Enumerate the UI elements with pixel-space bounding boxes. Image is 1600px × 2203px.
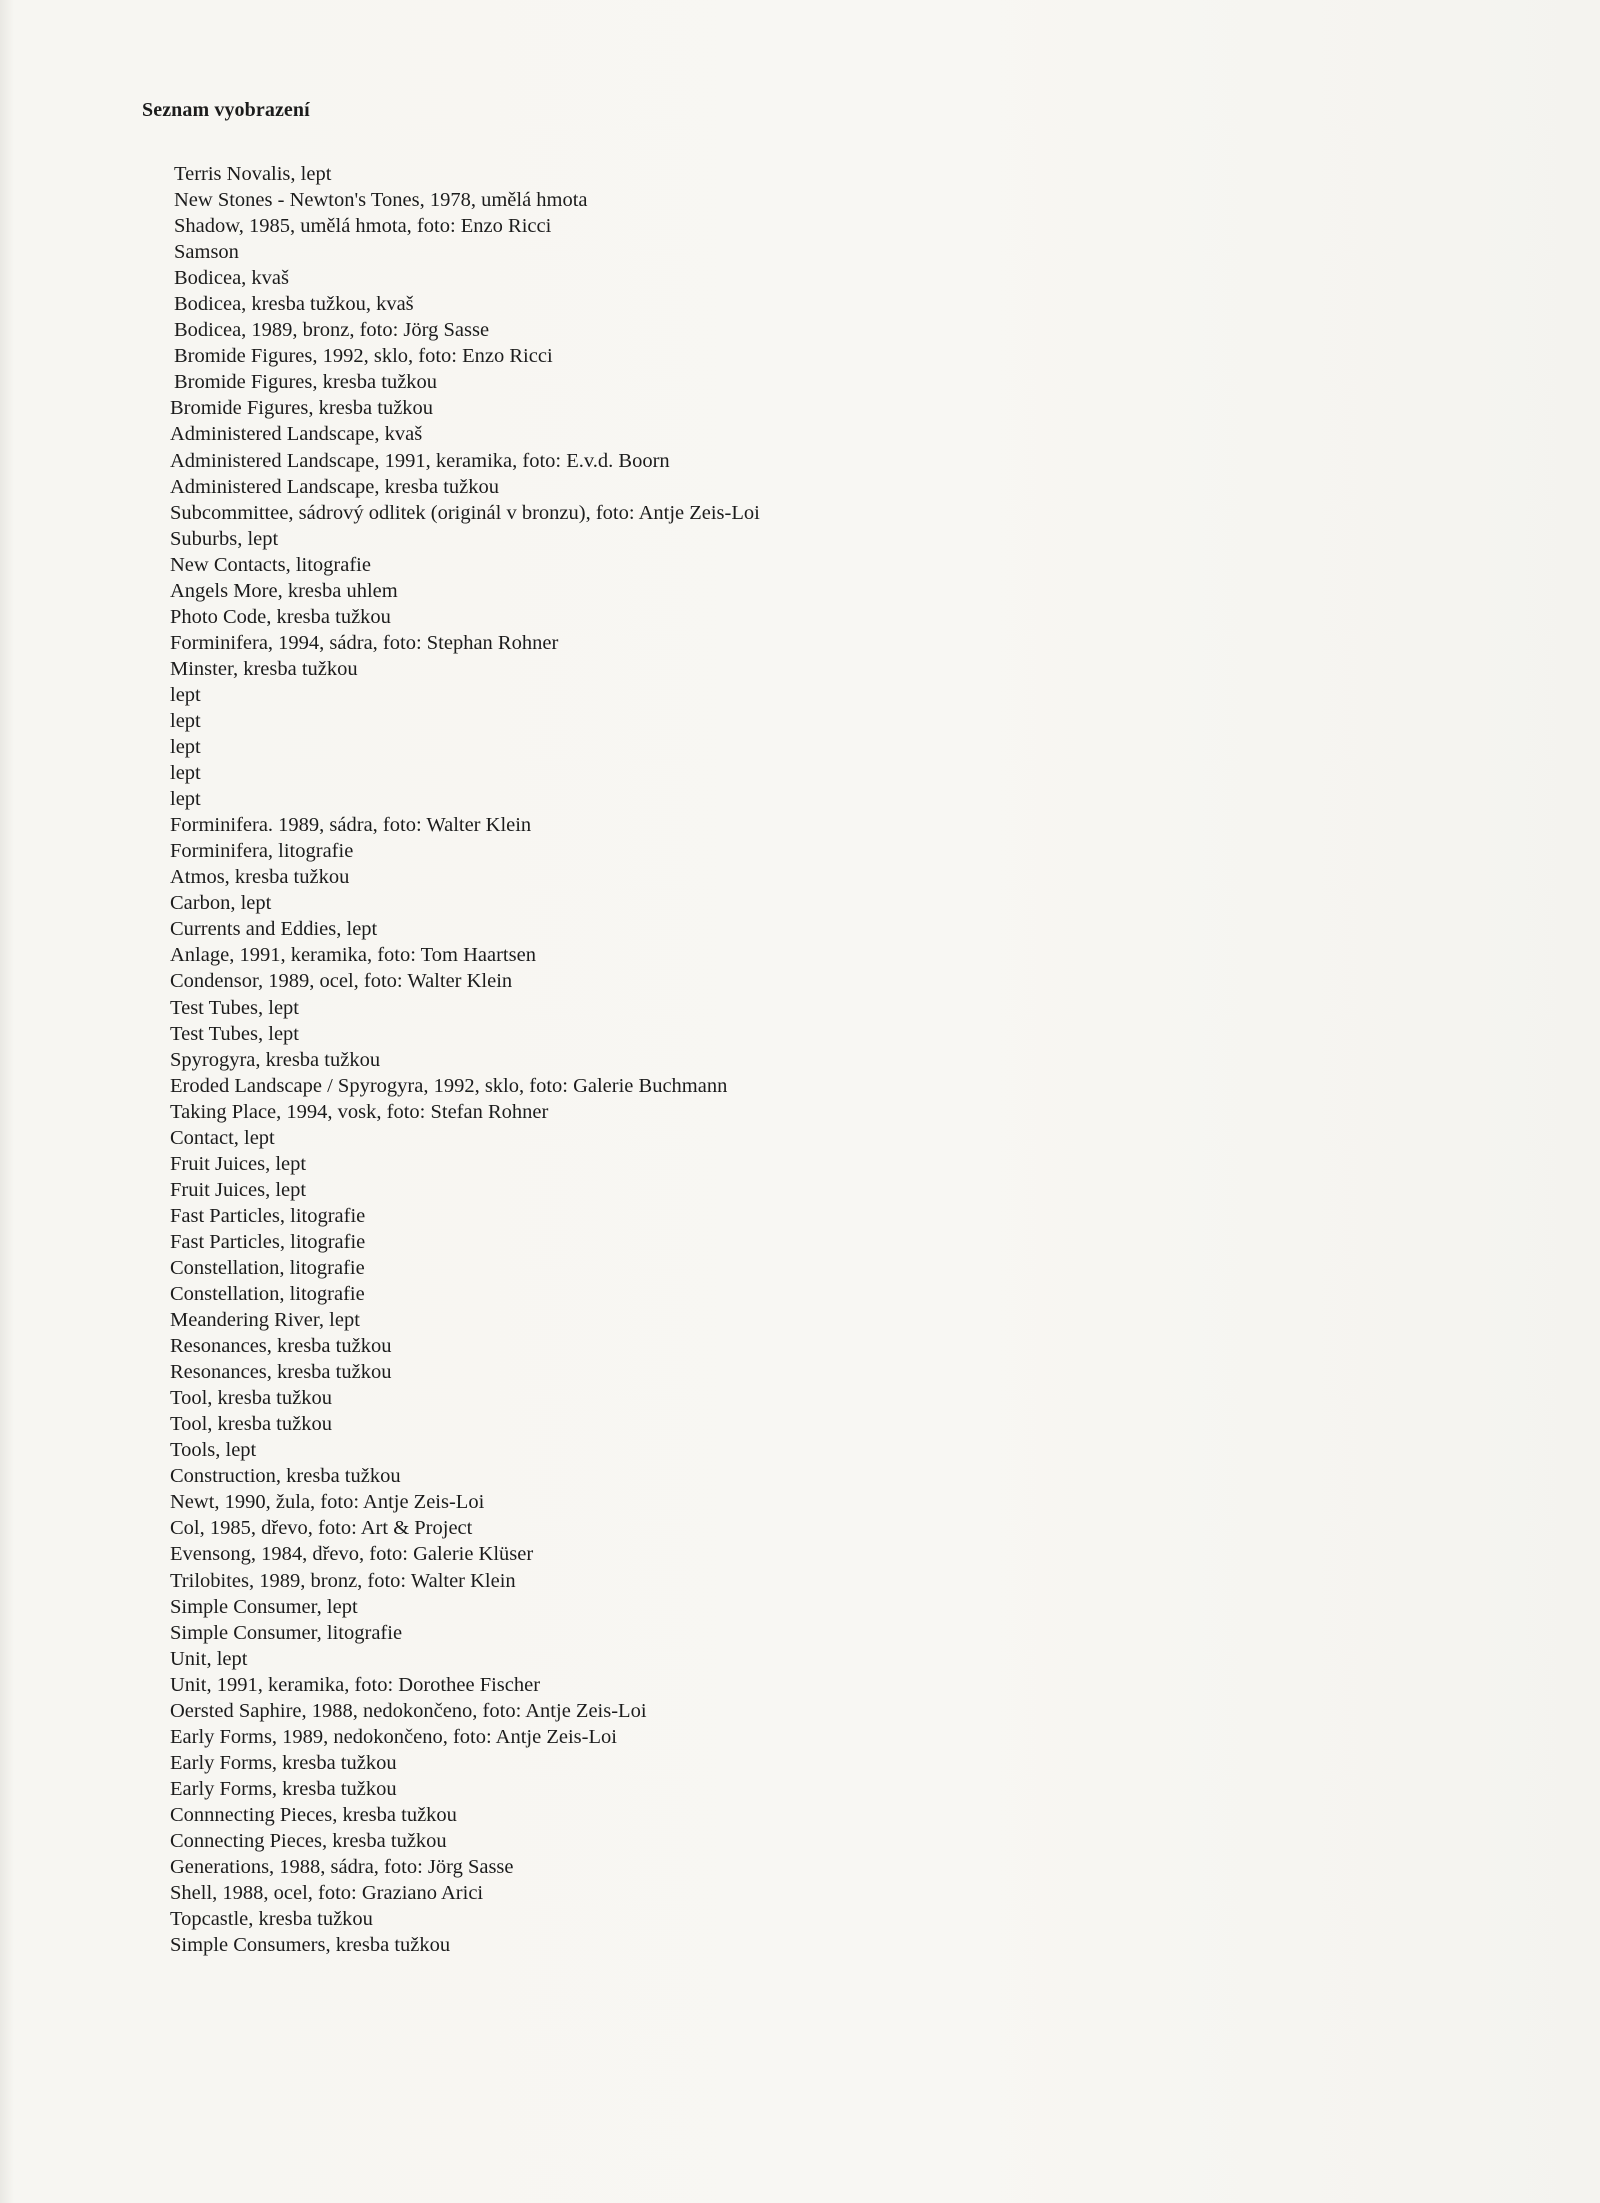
item-caption: Fruit Juices, lept (170, 1152, 307, 1175)
item-caption: Contact, lept (170, 1126, 275, 1149)
item-caption: Shell, 1988, ocel, foto: Graziano Arici (170, 1882, 484, 1905)
item-caption: Tools, lept (170, 1439, 257, 1462)
item-caption: Administered Landscape, kvaš (170, 423, 423, 446)
item-caption: Resonances, kresba tužkou (170, 1361, 392, 1384)
item-caption: Evensong, 1984, dřevo, foto: Galerie Klüser (170, 1543, 534, 1566)
item-caption: Constellation, litografie (170, 1283, 365, 1306)
item-caption: Col, 1985, dřevo, foto: Art & Project (170, 1517, 473, 1540)
item-caption: Fruit Juices, lept (170, 1178, 307, 1201)
item-caption: Spyrogyra, kresba tužkou (170, 1048, 381, 1071)
item-caption: Construction, kresba tužkou (170, 1465, 401, 1488)
item-caption: Simple Consumer, lept (170, 1595, 358, 1618)
page-title: Seznam vyobrazení (142, 99, 310, 121)
item-caption: Unit, 1991, keramika, foto: Dorothee Fischer (170, 1673, 541, 1696)
item-caption: Meandering River, lept (170, 1309, 360, 1332)
item-caption: Atmos, kresba tužkou (170, 866, 350, 889)
item-caption: Samson (174, 241, 239, 264)
item-caption: Newt, 1990, žula, foto: Antje Zeis-Loi (170, 1491, 485, 1514)
item-caption: Tool, kresba tužkou (170, 1387, 332, 1410)
item-caption: Test Tubes, lept (170, 996, 299, 1019)
item-caption: Eroded Landscape / Spyrogyra, 1992, sklo, foto: Galerie Buchmann (170, 1074, 728, 1097)
item-caption: Bodicea, kresba tužkou, kvaš (174, 293, 414, 316)
item-caption: Carbon, lept (170, 892, 272, 915)
item-caption: Early Forms, kresba tužkou (170, 1751, 397, 1774)
item-caption: Bromide Figures, kresba tužkou (174, 371, 438, 394)
item-caption: Currents and Eddies, lept (170, 918, 378, 941)
item-caption: lept (170, 709, 201, 732)
item-caption: Early Forms, kresba tužkou (170, 1777, 397, 1800)
item-caption: Suburbs, lept (170, 527, 279, 550)
item-caption: Test Tubes, lept (170, 1022, 299, 1045)
item-caption: lept (170, 788, 201, 811)
item-caption: Generations, 1988, sádra, foto: Jörg Sasse (170, 1856, 514, 1879)
item-caption: Tool, kresba tužkou (170, 1413, 332, 1436)
item-caption: Constellation, litografie (170, 1256, 365, 1279)
item-caption: Trilobites, 1989, bronz, foto: Walter Klein (170, 1569, 516, 1592)
item-caption: Unit, lept (170, 1647, 248, 1670)
item-caption: Minster, kresba tužkou (170, 657, 358, 680)
item-caption: New Contacts, litografie (170, 553, 371, 576)
item-caption: Bromide Figures, 1992, sklo, foto: Enzo Ricci (174, 345, 553, 368)
item-caption: Forminifera. 1989, sádra, foto: Walter Klein (170, 814, 532, 837)
item-caption: Bodicea, kvaš (174, 267, 289, 290)
item-caption: Resonances, kresba tužkou (170, 1335, 392, 1358)
item-caption: Bromide Figures, kresba tužkou (170, 397, 434, 420)
item-caption: Connecting Pieces, kresba tužkou (170, 1830, 447, 1852)
item-caption: Simple Consumers, kresba tužkou (170, 1934, 451, 1957)
item-caption: Anlage, 1991, keramika, foto: Tom Haartsen (170, 944, 536, 967)
item-caption: Taking Place, 1994, vosk, foto: Stefan Rohner (170, 1100, 549, 1123)
item-caption: Connnecting Pieces, kresba tužkou (170, 1803, 457, 1826)
item-caption: Fast Particles, litografie (170, 1230, 366, 1253)
item-caption: Administered Landscape, kresba tužkou (170, 475, 500, 498)
item-caption: Fast Particles, litografie (170, 1204, 366, 1227)
item-caption: Bodicea, 1989, bronz, foto: Jörg Sasse (174, 319, 490, 342)
item-caption: Early Forms, 1989, nedokončeno, foto: Antje Zeis-Loi (170, 1725, 617, 1748)
item-caption: Oersted Saphire, 1988, nedokončeno, foto: Antje Zeis-Loi (170, 1699, 647, 1722)
item-caption: Forminifera, 1994, sádra, foto: Stephan Rohner (170, 631, 559, 654)
item-caption: Topcastle, kresba tužkou (170, 1908, 373, 1931)
item-caption: Administered Landscape, 1991, keramika, foto: E.v.d. Boorn (170, 449, 670, 472)
item-caption: Forminifera, litografie (170, 840, 354, 863)
item-caption: Terris Novalis, lept (174, 163, 332, 185)
item-caption: New Stones - Newton's Tones, 1978, umělá hmota (174, 189, 588, 212)
item-caption: lept (170, 683, 201, 706)
item-caption: lept (170, 736, 201, 759)
item-caption: Simple Consumer, litografie (170, 1621, 403, 1644)
item-caption: Photo Code, kresba tužkou (170, 605, 391, 628)
item-caption: Shadow, 1985, umělá hmota, foto: Enzo Ricci (174, 215, 552, 238)
item-caption: Angels More, kresba uhlem (170, 579, 398, 602)
item-caption: Condensor, 1989, ocel, foto: Walter Klein (170, 970, 513, 993)
item-caption: Subcommittee, sádrový odlitek (originál v bronzu), foto: Antje Zeis-Loi (170, 501, 760, 524)
item-caption: lept (170, 762, 201, 785)
